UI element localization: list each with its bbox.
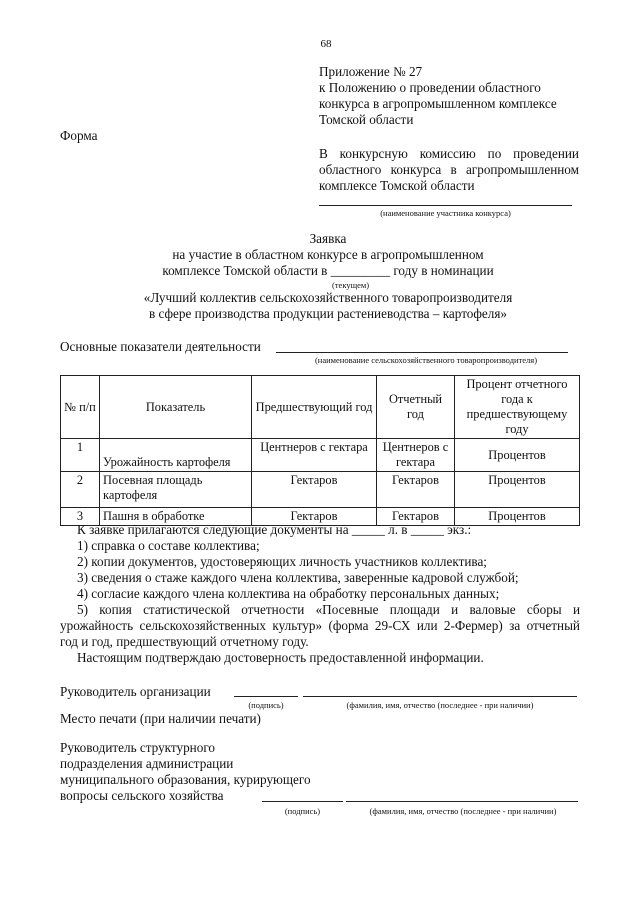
table-cell: Пашня в обработке	[100, 508, 252, 526]
document-item: 4) согласие каждого члена коллектива на обработку персональных данных;	[77, 586, 500, 601]
documents-block	[60, 522, 580, 666]
application-heading	[0, 231, 640, 279]
addressee-line: комплексе Томской области	[319, 178, 475, 193]
table-cell: Гектаров	[377, 472, 455, 508]
table-cell: Гектаров	[252, 508, 377, 526]
struct-sign-caption: (подпись)	[284, 806, 321, 816]
document-item: год и год, предшествующий отчетному году.	[60, 634, 309, 649]
addressee-line: В конкурсную комиссию по проведении	[319, 146, 579, 161]
table-cell: 2	[61, 472, 100, 508]
head-label: Руководитель организации	[60, 684, 211, 699]
appendix-title: Приложение № 27	[319, 64, 423, 79]
table-cell: Урожайность картофеля	[100, 439, 252, 472]
nomination-line: «Лучший коллектив сельскохозяйственного товаропроизводителя	[143, 290, 513, 305]
document-item: 2) копии документов, удостоверяющих личность участников коллектива;	[77, 554, 487, 569]
struct-head-line: подразделения администрации	[60, 756, 234, 771]
page-number: 68	[320, 38, 332, 50]
header-cell: Предшествующий год	[252, 376, 377, 439]
table-cell: Центнеров с гектара	[377, 439, 455, 472]
document-item: 3) сведения о стаже каждого члена коллектива, заверенные кадровой службой;	[77, 570, 519, 585]
table-cell: Процентов	[455, 472, 580, 508]
header-cell: Отчетный год	[377, 376, 455, 439]
header-cell: Показатель	[100, 376, 252, 439]
document-item: 1) справка о составе коллектива;	[77, 538, 260, 553]
table-header-row	[61, 376, 580, 439]
head-name-caption: (фамилия, имя, отчество (последнее - при наличии)	[346, 700, 534, 710]
table-cell: Гектаров	[377, 508, 455, 526]
header-cell: № п/п	[61, 376, 100, 439]
form-label: Форма	[60, 128, 98, 143]
struct-head-line: муниципального образования, курирующего	[60, 772, 311, 787]
appendix-line: Томской области	[319, 112, 414, 127]
table-cell: 3	[61, 508, 100, 526]
participant-caption: (наименование участника конкурса)	[380, 208, 511, 218]
struct-head-line: вопросы сельского хозяйства	[60, 788, 224, 803]
heading-line: комплексе Томской области в _________ году в номинации	[162, 263, 494, 278]
table-cell: 1	[61, 439, 100, 472]
addressee-block	[319, 146, 579, 194]
struct-head-line: Руководитель структурного	[60, 740, 216, 755]
heading-line: на участие в областном конкурсе в агропромышленном	[172, 247, 484, 262]
participant-name-line[interactable]	[319, 205, 572, 206]
producer-name-line[interactable]	[276, 352, 568, 353]
head-signature-line[interactable]	[234, 696, 298, 697]
struct-signature-line[interactable]	[262, 801, 343, 802]
indicators-table	[60, 375, 580, 526]
appendix-line: конкурса в агропромышленном комплексе	[319, 96, 557, 111]
head-name-line[interactable]	[303, 696, 577, 697]
table-cell: Центнеров с гектара	[252, 439, 377, 472]
appendix-line: к Положению о проведении областного	[319, 80, 541, 95]
table-cell: Посевная площадь картофеля	[100, 472, 252, 508]
stamp-label: Место печати (при наличии печати)	[60, 711, 261, 726]
documents-intro: К заявке прилагаются следующие документы на _____ л. в _____ экз.:	[77, 522, 472, 537]
table-row	[61, 439, 580, 472]
struct-head-block	[60, 740, 311, 804]
document-item: 5) копия статистической отчетности «Посевные площади и валовые сборы и	[77, 602, 580, 617]
struct-name-line[interactable]	[346, 801, 578, 802]
producer-caption: (наименование сельскохозяйственного товаропроизводителя)	[314, 355, 538, 365]
head-sign-caption: (подпись)	[248, 700, 284, 710]
indicators-label: Основные показатели деятельности	[60, 339, 261, 354]
table-cell: Процентов	[455, 439, 580, 472]
addressee-line: областного конкурса в агропромышленном	[319, 162, 579, 177]
application-title: Заявка	[309, 231, 347, 246]
nomination-line: в сфере производства продукции растениеводства – картофеля»	[148, 306, 508, 321]
table-cell: Процентов	[455, 508, 580, 526]
table-cell: Гектаров	[252, 472, 377, 508]
year-caption: (текущем)	[332, 280, 370, 290]
table-row	[61, 472, 580, 508]
struct-name-caption: (фамилия, имя, отчество (последнее - при наличии)	[369, 806, 557, 816]
confirmation-text: Настоящим подтверждаю достоверность предоставленной информации.	[77, 650, 484, 665]
document-item: урожайность сельскохозяйственных культур» (форма 29-СХ или 2-Фермер) за отчетный	[60, 618, 580, 633]
appendix-block	[319, 64, 557, 128]
nomination-block	[0, 290, 640, 322]
header-cell: Процент отчетного года к предшествующему году	[455, 376, 580, 439]
